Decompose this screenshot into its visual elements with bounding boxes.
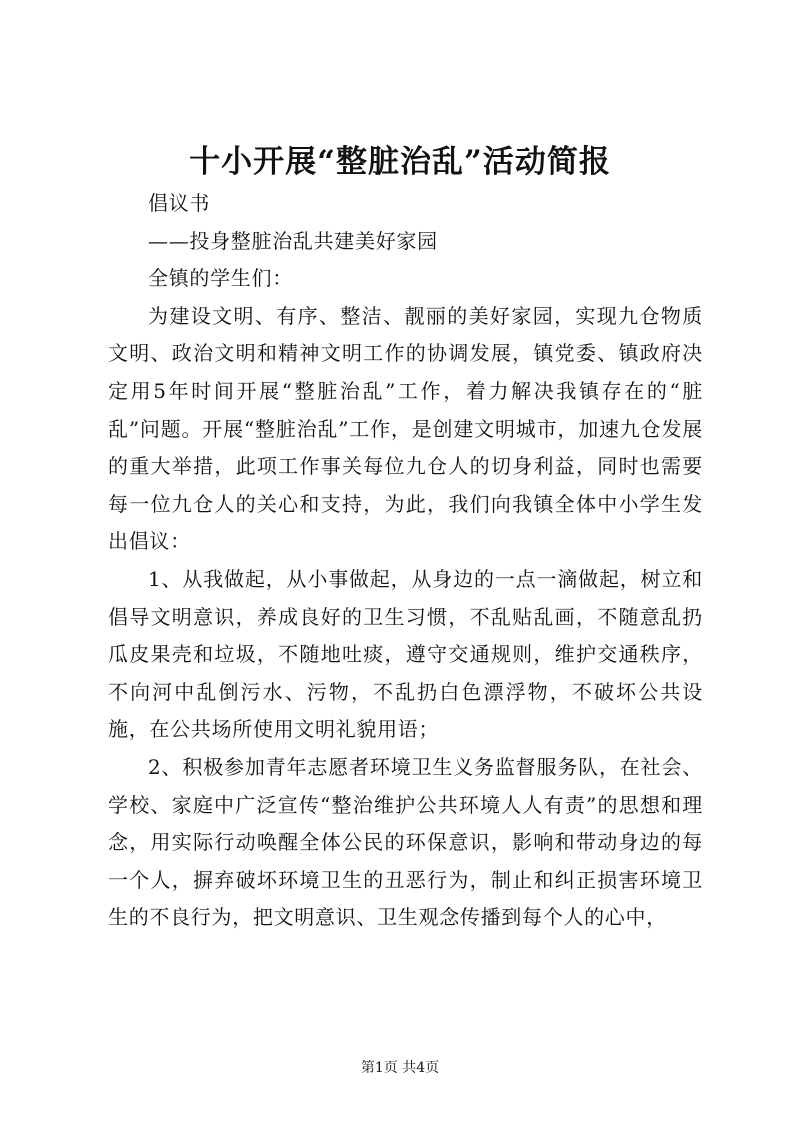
subtitle-slogan: ——投身整脏治乱共建美好家园	[148, 228, 438, 253]
paragraph-intro: 为建设文明、有序、整洁、靓丽的美好家园，实现九仓物质文明、政治文明和精神文明工作的协调发展，镇党委、镇政府决定用5年时间开展“整脏治乱”工作，着力解决我镇存在的“脏乱”问题。开展“整脏治乱”工作，是创建文明城市，加速九仓发展的重大举措，此项工作事关每位九仓人的切身利益，同时也需要每一位九仓人的关心和支持，为此，我们向我镇全体中小学生发出倡议：	[108, 303, 703, 554]
subtitle-proposal: 倡议书	[148, 191, 211, 215]
document-body	[108, 185, 703, 937]
page-number-footer: 第1页 共4页	[360, 1060, 440, 1076]
paragraph-item-2: 2、积极参加青年志愿者环境卫生义务监督服务队，在社会、学校、家庭中广泛宣传“整治维护公共环境人人有责”的思想和理念，用实际行动唤醒全体公民的环保意识，影响和带动身边的每一个人，摒弃破坏环境卫生的丑恶行为，制止和纠正损害环境卫生的不良行为，把文明意识、卫生观念传播到每个人的心中，	[108, 754, 703, 930]
page-title: 十小开展“整脏治乱”活动简报	[189, 144, 611, 180]
paragraph-item-1: 1、从我做起，从小事做起，从身边的一点一滴做起，树立和倡导文明意识，养成良好的卫生习惯，不乱贴乱画，不随意乱扔瓜皮果壳和垃圾，不随地吐痰，遵守交通规则，维护交通秩序，不向河中乱倒污水、污物，不乱扔白色漂浮物，不破坏公共设施，在公共场所使用文明礼貌用语；	[108, 566, 703, 742]
salutation: 全镇的学生们：	[148, 266, 293, 291]
